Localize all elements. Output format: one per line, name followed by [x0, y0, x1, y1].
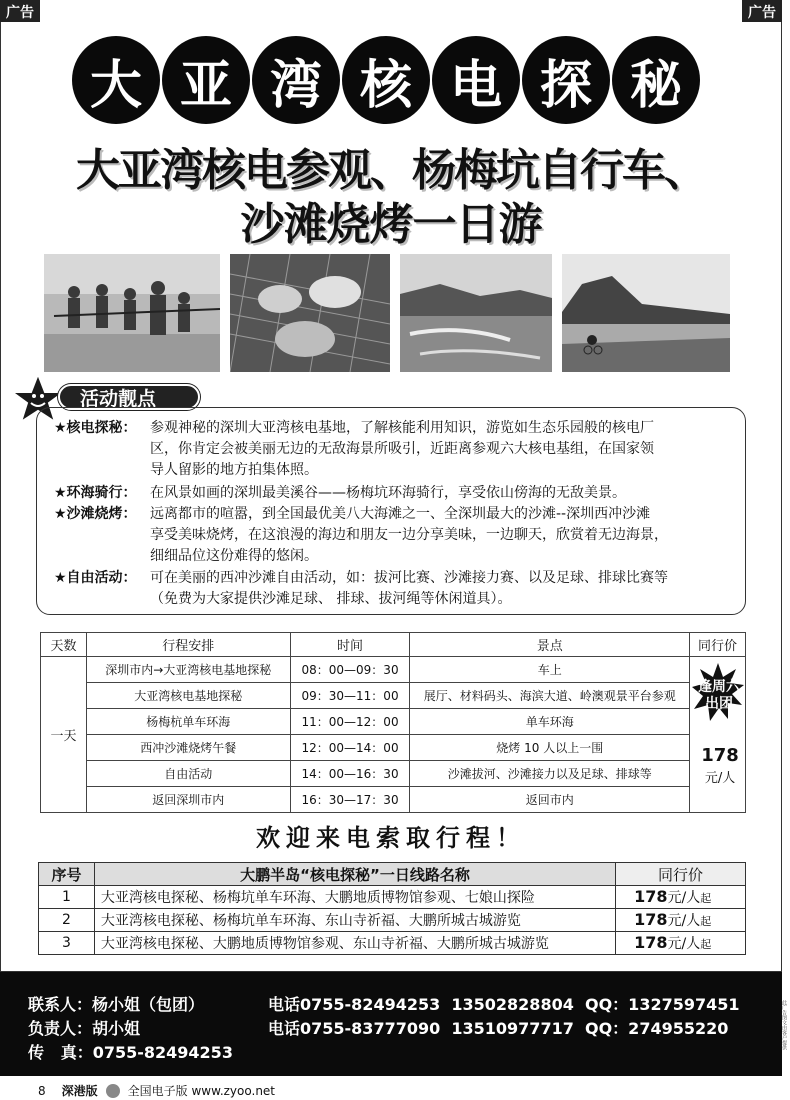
table-row	[41, 709, 746, 735]
spot-cell: 烧烤 10 人以上一围	[410, 735, 690, 761]
ad-label-right: 广告	[742, 0, 782, 22]
departure-badge: 逢周六 出团	[698, 679, 741, 712]
fax-number: 传 真：0755-82494253	[28, 1043, 233, 1062]
schedule-table	[40, 632, 746, 813]
subtitle-line-1: 大亚湾核电参观、杨梅坑自行车、	[76, 145, 706, 196]
plan-cell: 返回深圳市内	[86, 787, 290, 813]
welcome-heading: 欢迎来电索取行程！	[256, 823, 526, 852]
route-price: 178元/人起	[616, 886, 746, 909]
spot-cell: 车上	[410, 657, 690, 683]
header-cell: 同行价	[690, 633, 746, 657]
bbq-photo	[230, 254, 390, 372]
route-number: 3	[39, 932, 95, 955]
page-number: 8	[38, 1083, 46, 1098]
header-cell: 大鹏半岛“核电探秘”一日线路名称	[94, 863, 615, 886]
table-header-row	[41, 633, 746, 657]
schedule-price: 178	[701, 745, 739, 766]
contact-person: 联系人：杨小姐（包团）	[28, 995, 205, 1014]
plan-cell: 自由活动	[86, 761, 290, 787]
route-number: 1	[39, 886, 95, 909]
manager-person: 负责人：胡小姐	[28, 1019, 141, 1038]
title-char: 电	[432, 36, 520, 124]
table-row	[41, 683, 746, 709]
title-char: 湾	[252, 36, 340, 124]
route-number: 2	[39, 909, 95, 932]
table-row	[41, 761, 746, 787]
title-char: 秘	[612, 36, 700, 124]
title-circles	[72, 36, 700, 124]
highlight-label: ★核电探秘：	[54, 420, 137, 436]
highlights-tab: 活动靓点	[58, 384, 200, 410]
title-char: 探	[522, 36, 610, 124]
contact-bar	[0, 972, 782, 1076]
subtitle-line-2: 沙滩烧烤一日游	[240, 199, 542, 250]
page-footer	[38, 1082, 275, 1099]
side-disclaimer: 此广告图文由客户提供	[781, 1000, 787, 1050]
table-row	[39, 932, 746, 955]
edition-logo-icon	[106, 1084, 120, 1098]
plan-cell: 杨梅杭单车环海	[86, 709, 290, 735]
schedule-price-unit: 元/人	[704, 771, 736, 786]
route-price: 178元/人起	[616, 909, 746, 932]
header-cell: 行程安排	[86, 633, 290, 657]
highlight-text: 在风景如画的深圳最美溪谷——杨梅坑环海骑行，享受依山傍海的无敌美景。	[150, 485, 626, 501]
header-cell: 景点	[410, 633, 690, 657]
contact-phones-2: 电话0755-83777090 13510977717 QQ：274955220	[268, 1019, 729, 1038]
highlight-text: 远离都市的喧嚣，到全国最优美八大海滩之一、全深圳最大的沙滩--深圳西冲沙滩 享受美味烧烤，在这浪漫的海边和朋友一边分享美味，一边聊天，欣赏着无边海景， 细细品位这份难得的悠闲。	[150, 506, 668, 564]
table-row	[39, 909, 746, 932]
plan-cell: 西冲沙滩烧烤午餐	[86, 735, 290, 761]
harbor-photo	[400, 254, 552, 372]
highlight-label: ★环海骑行：	[54, 485, 137, 501]
seaside-cycling-photo	[562, 254, 730, 372]
website-label: 全国电子版 www.zyoo.net	[127, 1084, 276, 1098]
table-row	[41, 735, 746, 761]
highlight-text: 参观神秘的深圳大亚湾核电基地，了解核能利用知识，游览如生态乐园般的核电厂 区，你肯定会被美丽无边的无敌海景所吸引，近距离参观六大核电基组，在国家领 导人留影的地方拍集体照。	[150, 420, 654, 478]
plan-cell: 深圳市内→大亚湾核电基地探秘	[86, 657, 290, 683]
table-row	[39, 886, 746, 909]
header-cell: 同行价	[616, 863, 746, 886]
route-price: 178元/人起	[616, 932, 746, 955]
price-cell	[690, 657, 746, 813]
ad-label-left: 广告	[0, 0, 40, 22]
route-name: 大亚湾核电探秘、杨梅坑单车环海、东山寺祈福、大鹏所城古城游览	[94, 909, 615, 932]
time-cell: 08：00—09：30	[290, 657, 410, 683]
highlight-label: ★沙滩烧烤：	[54, 506, 137, 522]
spot-cell: 返回市内	[410, 787, 690, 813]
route-name: 大亚湾核电探秘、大鹏地质博物馆参观、东山寺祈福、大鹏所城古城游览	[94, 932, 615, 955]
time-cell: 12：00—14：00	[290, 735, 410, 761]
time-cell: 09：30—11：00	[290, 683, 410, 709]
plan-cell: 大亚湾核电基地探秘	[86, 683, 290, 709]
time-cell: 14：00—16：30	[290, 761, 410, 787]
spot-cell: 展厅、材料码头、海滨大道、岭澳观景平台参观	[410, 683, 690, 709]
highlight-text: 可在美丽的西冲沙滩自由活动，如：拔河比赛、沙滩接力赛、以及足球、排球比赛等 （免费为大家提供沙滩足球、 排球、拔河绳等休闲道具）。	[150, 570, 668, 607]
tug-of-war-photo	[44, 254, 220, 372]
table-header-row	[39, 863, 746, 886]
header-cell: 时间	[290, 633, 410, 657]
contact-phones-1: 电话0755-82494253 13502828804 QQ：1327597451	[268, 995, 740, 1014]
spot-cell: 单车环海	[410, 709, 690, 735]
time-cell: 11：00—12：00	[290, 709, 410, 735]
header-cell: 天数	[41, 633, 87, 657]
highlight-label: ★自由活动：	[54, 570, 137, 586]
day-cell: 一天	[41, 657, 87, 813]
header-cell: 序号	[39, 863, 95, 886]
title-char: 核	[342, 36, 430, 124]
routes-table	[38, 862, 746, 955]
title-char: 大	[72, 36, 160, 124]
title-char: 亚	[162, 36, 250, 124]
time-cell: 16：30—17：30	[290, 787, 410, 813]
route-name: 大亚湾核电探秘、杨梅坑单车环海、大鹏地质博物馆参观、七娘山探险	[94, 886, 615, 909]
spot-cell: 沙滩拔河、沙滩接力以及足球、排球等	[410, 761, 690, 787]
table-row	[41, 657, 746, 683]
table-row	[41, 787, 746, 813]
edition-label: 深港版	[61, 1084, 98, 1098]
